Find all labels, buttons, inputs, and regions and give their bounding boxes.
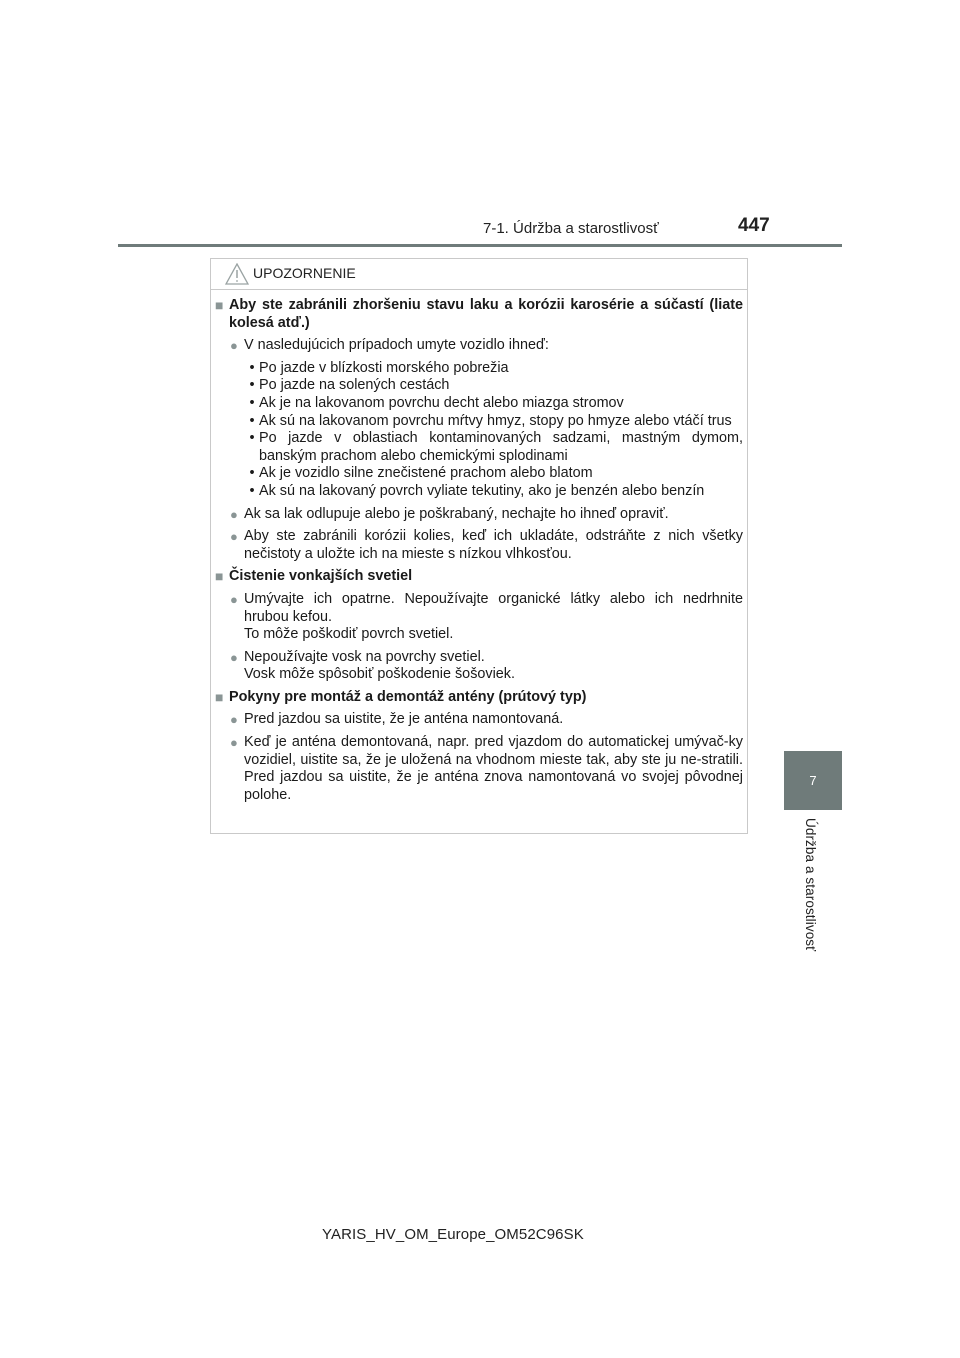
list-item: ● Pred jazdou sa uistite, že je anténa namontovaná. [230, 711, 564, 728]
sub-item: • Po jazde na solených cestách [249, 377, 450, 394]
caution-box [210, 258, 748, 834]
sub-item: • Po jazde v oblastiach kontaminovaných sadzami, mastným dymom, banským prachom alebo chemickými splodinami [249, 430, 743, 464]
list-item: ● Aby ste zabránili korózii kolies, keď ich ukladáte, odstráňte z nich všetky nečistoty a uložte ich na mieste s nízkou vlhkosťou. [230, 528, 743, 562]
chapter-tab[interactable] [784, 751, 842, 810]
warning-triangle-icon [225, 263, 249, 285]
list-item: ● Keď je anténa demontovaná, napr. pred vjazdom do automatickej umývač-ky vozidiel, uistite sa, že je uložená na vhodnom mieste tak, aby ste ju ne-stratili. Pred jazdou sa uistite, že je anténa znova namontovaná vo svojej pôvodnej polohe. [230, 734, 743, 803]
list-item: ● V nasledujúcich prípadoch umyte vozidlo ihneď: [230, 337, 549, 354]
square-bullet-icon: ■ [215, 297, 224, 313]
list-item: ● Nepoužívajte vosk na povrchy svetiel. Vosk môže spôsobiť poškodenie šošoviek. [230, 648, 515, 683]
circle-bullet-icon: ● [230, 338, 238, 354]
list-item: ● Umývajte ich opatrne. Nepoužívajte organické látky alebo ich nedrhnite hrubou kefou. To môže poškodiť povrch svetiel. [230, 590, 743, 643]
document-code: YARIS_HV_OM_Europe_OM52C96SK [322, 1226, 584, 1243]
circle-bullet-icon: ● [230, 735, 238, 751]
caution-title: UPOZORNENIE [253, 265, 356, 281]
sub-item: • Ak sú na lakovanom povrchu mŕtvy hmyz, stopy po hmyze alebo vtáčí trus [249, 412, 732, 429]
circle-bullet-icon: ● [230, 529, 238, 545]
page-number: 447 [738, 215, 770, 236]
section-heading: ■ Aby ste zabránili zhoršeniu stavu laku a korózii karosérie a súčastí (liate kolesá atď.) [215, 297, 743, 331]
list-item: ● Ak sa lak odlupuje alebo je poškrabaný, nechajte ho ihneď opraviť. [230, 505, 669, 522]
caution-body [215, 297, 743, 804]
section-heading: ■ Čistenie vonkajších svetiel [215, 568, 413, 585]
square-bullet-icon: ■ [215, 568, 224, 585]
circle-bullet-icon: ● [230, 649, 238, 665]
chapter-side-label: Údržba a starostlivosť [803, 818, 818, 952]
square-bullet-icon: ■ [215, 688, 224, 705]
sub-list [245, 360, 743, 501]
circle-bullet-icon: ● [230, 591, 238, 607]
circle-bullet-icon: ● [230, 506, 238, 522]
sub-item: • Ak je vozidlo silne znečistené prachom alebo blatom [249, 465, 593, 482]
section-title: 7-1. Údržba a starostlivosť [483, 220, 659, 237]
section-heading: ■ Pokyny pre montáž a demontáž antény (prútový typ) [215, 688, 587, 705]
sub-item: • Po jazde v blízkosti morského pobrežia [249, 359, 509, 376]
sub-item: • Ak sú na lakovaný povrch vyliate tekutiny, ako je benzén alebo benzín [249, 482, 705, 499]
caution-header [211, 259, 747, 290]
chapter-number: 7 [809, 773, 817, 788]
sub-item: • Ak je na lakovanom povrchu decht alebo miazga stromov [249, 394, 624, 411]
circle-bullet-icon: ● [230, 712, 238, 728]
header-rule [118, 244, 842, 247]
